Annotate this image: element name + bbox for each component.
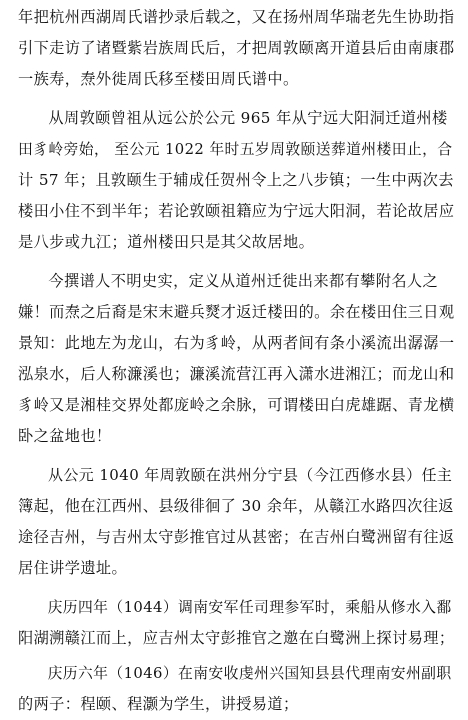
text-line: 阳湖溯赣江而上，应吉州太守彭推官之邀在白鹭洲上探讨易理； [18, 629, 455, 647]
text-line: 引下走访了诸暨紫岩族周氏后，才把周敦颐离开道县后由南康郡 [18, 39, 455, 57]
paragraph-gap [18, 95, 450, 103]
paragraph-2 [18, 103, 455, 258]
paragraph-4 [18, 460, 455, 584]
text-line: 泓泉水，后人称濂溪也；濂溪流营江再入潇水进湘江；而龙山和 [18, 365, 455, 383]
paragraph-gap [18, 258, 450, 266]
paragraph-1 [18, 2, 455, 95]
paragraph-3 [18, 266, 455, 452]
text-line: 是八步或九江；道州楼田只是其父故居地。 [18, 233, 315, 251]
text-line: 庆历六年（1046）在南安收虔州兴国知县县代理南安州副职 [47, 665, 452, 682]
text-line: 豸岭又是湘桂交界处都庞岭之余脉，可谓楼田白虎雄踞、青龙横 [18, 396, 455, 414]
text-line: 田豸岭旁始， 至公元 1022 年时五岁周敦颐送葬道州楼田止，合 [18, 141, 453, 158]
text-line: 庆历四年（1044）调南安军任司理参军时，乘船从修水入鄱 [47, 599, 452, 616]
text-line: 从公元 1040 年周敦颐在洪州分宁县（今江西修水县）任主 [48, 466, 453, 484]
text-line: 从周敦颐曾祖从远公於公元 965 年从宁远大阳洞迁道州楼 [48, 109, 448, 127]
text-line: 嫌！而焘之后裔是宋末避兵燹才返迁楼田的。余在楼田住三日观 [18, 303, 455, 321]
paragraph-6 [18, 658, 450, 720]
paragraph-gap [18, 452, 450, 460]
text-line: 年把杭州西湖周氏谱抄录后载之，又在扬州周华瑞老先生协助指 [18, 8, 455, 26]
text-line: 簿起，他在江西州、县级徘徊了 30 余年，从赣江水路四次往返 [18, 497, 454, 515]
text-line: 居住讲学遗址。 [18, 559, 128, 577]
text-line: 卧之盆地也！ [18, 427, 112, 445]
text-line: 景知：此地左为龙山，右为豸岭，从两者间有条小溪流出潺潺一 [18, 334, 455, 352]
paragraph-gap [18, 584, 450, 592]
text-line: 楼田小住不到半年；若论敦颐祖籍应为宁远大阳洞，若论故居应 [18, 202, 455, 220]
text-line: 一族寿，焘外徙周氏移至楼田周氏谱中。 [18, 70, 299, 88]
text-line: 的两子：程颐、程灏为学生，讲授易道； [18, 695, 299, 713]
text-line: 今撰谱人不明史实，定义从道州迁徙出来都有攀附名人之 [48, 272, 439, 290]
paragraph-5 [18, 592, 455, 654]
text-line: 途径吉州，与吉州太守彭推官过从甚密；在吉州白鹭洲留有往返 [18, 528, 455, 546]
text-line: 计 57 年；且敦颐生于辅成任贺州令上之八步镇；一生中两次去 [18, 171, 454, 189]
